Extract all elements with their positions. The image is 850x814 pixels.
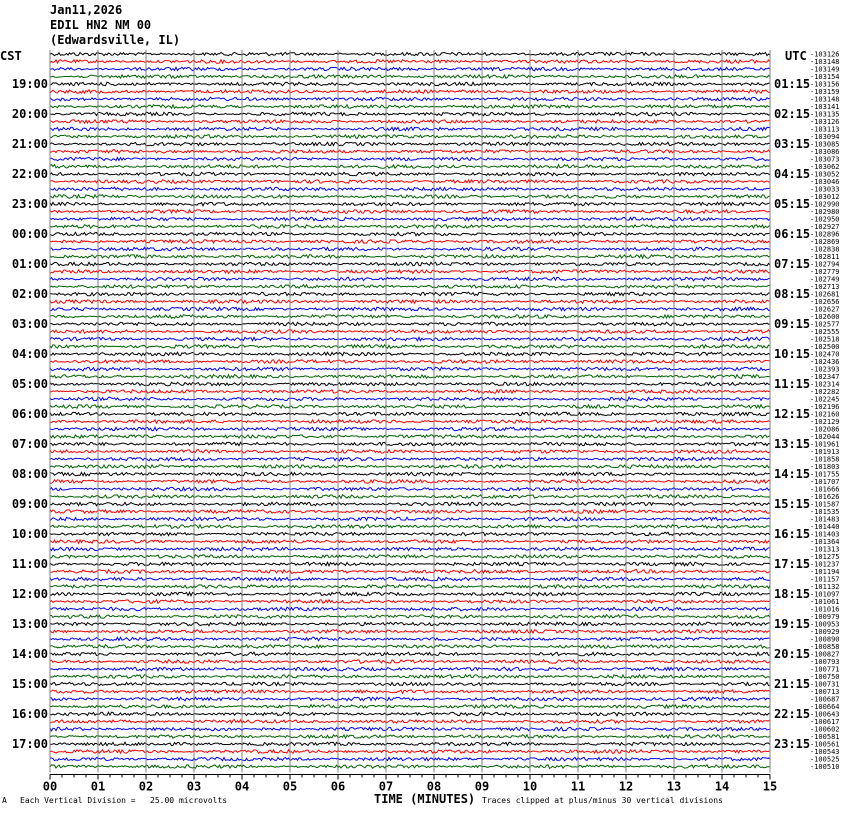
left-hour-label: 15:00 [11,677,48,691]
seismic-trace [50,442,770,445]
seismic-trace [50,187,770,190]
seismic-trace [50,765,770,769]
trace-offset-label: -103073 [810,155,840,164]
seismic-trace [50,120,770,123]
right-hour-label: 23:15 [774,737,811,751]
left-hour-label: 00:00 [11,227,48,241]
x-tick-label: 10 [522,779,538,794]
seismic-trace [50,405,770,409]
trace-offset-label: -101666 [810,485,840,494]
trace-offset-label: -100510 [810,763,840,771]
trace-offset-label: -102470 [810,350,840,359]
seismic-trace [50,307,770,311]
trace-offset-label: -100929 [810,628,840,636]
trace-offset-label: -100561 [810,740,840,749]
trace-offset-label: -100793 [810,658,840,666]
seismic-trace [50,517,770,521]
trace-offset-label: -101132 [810,583,840,591]
trace-offset-label: -103086 [810,148,840,156]
x-tick-label: 04 [234,779,250,794]
seismic-trace [50,382,770,386]
trace-group [50,52,770,768]
seismic-trace [50,630,770,633]
trace-offset-label: -102950 [810,215,840,224]
seismic-trace [50,562,770,566]
trace-offset-label: -100858 [810,643,840,651]
left-hour-label: 09:00 [11,497,48,511]
location-label: (Edwardsville, IL) [50,33,181,47]
trace-offset-label: -101403 [810,530,840,539]
seismic-trace [50,52,770,55]
left-hour-label: 06:00 [11,407,48,421]
seismic-trace [50,420,770,424]
right-hour-label: 16:15 [774,527,811,541]
trace-offset-label: -102779 [810,268,840,276]
left-hour-label: 10:00 [11,527,48,541]
trace-offset-label: -100664 [810,703,840,711]
seismic-trace [50,712,770,716]
trace-offset-label: -103154 [810,73,840,81]
seismic-trace [50,750,770,754]
seismic-trace [50,570,770,574]
trace-offset-label: -102838 [810,245,840,254]
trace-offset-label: -100543 [810,748,840,756]
seismic-trace [50,315,770,319]
right-hour-label: 14:15 [774,467,811,481]
station-label: EDIL HN2 NM 00 [50,18,152,32]
trace-offset-label: -102129 [810,418,840,426]
left-hour-label: 01:00 [11,257,48,271]
x-tick-label: 12 [618,779,634,794]
seismic-trace [50,195,770,199]
seismic-trace [50,607,770,611]
seismic-trace [50,637,770,640]
trace-offset-label: -100687 [810,695,840,704]
seismic-trace [50,67,770,71]
seismic-trace [50,675,770,679]
seismic-trace [50,75,770,78]
trace-offset-label: -100617 [810,718,840,726]
trace-offset-label: -102681 [810,290,840,299]
seismic-trace [50,622,770,626]
trace-offset-label: -100731 [810,680,840,689]
trace-offset-label: -101364 [810,538,840,546]
right-hour-label: 04:15 [774,167,811,181]
right-hour-label: 07:15 [774,257,811,271]
x-tick-label: 03 [186,779,202,794]
seismic-trace [50,150,770,153]
seismic-trace [50,592,770,596]
trace-offset-label: -101535 [810,508,840,516]
trace-offset-label: -103046 [810,178,840,186]
seismic-trace [50,735,770,739]
seismic-trace [50,435,770,439]
left-hour-label: 19:00 [11,77,48,91]
trace-offset-label: -101061 [810,598,840,606]
seismic-trace [50,390,770,394]
seismic-trace [50,555,770,559]
x-tick-label: 13 [666,779,682,794]
seismic-trace [50,645,770,649]
seismic-trace [50,292,770,296]
seismic-trace [50,585,770,589]
seismic-trace [50,165,770,169]
trace-offset-label: -103062 [810,163,840,171]
seismic-trace [50,600,770,604]
seismic-trace [50,690,770,694]
seismic-trace [50,330,770,334]
seismic-trace [50,510,770,514]
trace-offset-label: -101275 [810,553,840,561]
seismic-trace [50,667,770,671]
trace-offset-label: -102749 [810,275,840,284]
right-hour-labels [774,77,810,751]
seismic-trace [50,495,770,499]
left-hour-label: 05:00 [11,377,48,391]
trace-offset-label: -101913 [810,448,840,456]
trace-offset-label: -101755 [810,470,840,479]
right-hour-label: 22:15 [774,707,811,721]
right-hour-label: 19:15 [774,617,811,631]
x-tick-label: 09 [474,779,490,794]
seismic-trace [50,135,770,139]
trace-offset-label: -103085 [810,140,840,149]
right-hour-label: 11:15 [774,377,811,391]
seismic-trace [50,142,770,146]
seismic-trace [50,262,770,266]
trace-offset-label: -102656 [810,298,840,306]
left-hour-labels [12,77,48,751]
right-hour-label: 15:15 [774,497,811,511]
x-tick-label: 15 [762,779,778,794]
trace-offset-label: -102990 [810,200,840,209]
right-hour-label: 10:15 [774,347,811,361]
seismic-trace [50,210,770,214]
trace-offset-label: -102500 [810,343,840,351]
seismic-trace [50,397,770,401]
left-hour-label: 21:00 [11,137,48,151]
right-timezone-label: UTC [785,49,807,63]
seismic-trace [50,682,770,686]
left-hour-label: 07:00 [11,437,48,451]
right-hour-label: 13:15 [774,437,811,451]
trace-offset-label: -102869 [810,238,840,246]
trace-offset-label: -103094 [810,133,840,141]
right-hour-label: 18:15 [774,587,811,601]
trace-offset-label: -102713 [810,283,840,291]
seismic-trace [50,255,770,259]
trace-offset-label: -100953 [810,620,840,629]
trace-offset-label: -101707 [810,478,840,486]
seismic-trace [50,337,770,341]
seismic-trace [50,457,770,461]
trace-offset-label: -102980 [810,208,840,216]
date-label: Jan11,2026 [50,3,123,17]
trace-offset-label: -102393 [810,365,840,374]
trace-offset-label: -103159 [810,88,840,96]
seismic-trace [50,172,770,176]
seismic-trace [50,367,770,371]
x-tick-label: 05 [282,779,298,794]
left-hour-label: 08:00 [11,467,48,481]
trace-offset-label: -103052 [810,170,840,179]
trace-offset-label: -102896 [810,230,840,239]
seismic-trace [50,427,770,431]
seismic-trace [50,285,770,289]
right-hour-label: 05:15 [774,197,811,211]
seismic-trace [50,720,770,724]
trace-offset-label: -101803 [810,463,840,471]
seismic-trace [50,375,770,379]
trace-offset-label: -103012 [810,193,840,201]
left-hour-label: 04:00 [11,347,48,361]
seismic-trace [50,652,770,656]
trace-offset-label: -103148 [810,58,840,66]
left-hour-label: 14:00 [11,647,48,661]
trace-offset-label: -100581 [810,733,840,741]
right-hour-label: 03:15 [774,137,811,151]
left-timezone-label: CST [0,49,22,63]
trace-offset-label: -102245 [810,395,840,404]
x-tick-label: 14 [714,779,730,794]
trace-offset-label: -102794 [810,260,840,269]
seismic-trace [50,112,770,116]
trace-offset-label: -102627 [810,305,840,314]
seismic-trace [50,577,770,581]
trace-offset-label: -103113 [810,125,840,134]
seismic-trace [50,502,770,505]
seismic-trace [50,127,770,131]
trace-offset-label: -102044 [810,433,840,441]
left-hour-label: 22:00 [11,167,48,181]
x-tick-label: 00 [42,779,58,794]
trace-offset-label: -100713 [810,688,840,696]
left-hour-label: 16:00 [11,707,48,721]
trace-offset-label: -102436 [810,358,840,366]
seismic-trace [50,525,770,529]
seismic-trace [50,82,770,86]
seismic-trace [50,90,770,94]
seismic-trace [50,465,770,468]
corner-mark: A [2,796,7,805]
trace-offset-labels [810,51,840,772]
trace-offset-label: -101313 [810,545,840,554]
x-tick-label: 07 [378,779,394,794]
trace-offset-label: -102577 [810,320,840,329]
seismic-trace [50,232,770,236]
seismic-trace [50,225,770,228]
seismic-trace [50,60,770,64]
left-hour-label: 03:00 [11,317,48,331]
trace-offset-label: -100979 [810,613,840,621]
trace-offset-label: -103149 [810,65,840,74]
x-tick-label: 01 [90,779,106,794]
x-tick-label: 06 [330,779,346,794]
left-hour-label: 23:00 [11,197,48,211]
trace-offset-label: -102518 [810,335,840,344]
right-hour-label: 09:15 [774,317,811,331]
trace-offset-label: -101016 [810,605,840,614]
trace-offset-label: -100771 [810,665,840,674]
seismic-trace [50,105,770,109]
trace-offset-label: -102555 [810,328,840,336]
seismic-trace [50,247,770,251]
seismic-trace [50,97,770,100]
seismic-trace [50,277,770,281]
left-hour-label: 20:00 [11,107,48,121]
seismic-trace [50,322,770,326]
trace-offset-label: -103126 [810,50,840,59]
scale-note: Each Vertical Division = 25.00 microvolts [20,796,228,805]
trace-offset-label: -103033 [810,185,840,194]
left-hour-label: 17:00 [11,737,48,751]
seismic-trace [50,157,770,160]
x-tick-label: 11 [570,779,586,794]
x-axis-title: TIME (MINUTES) [374,792,476,806]
trace-offset-label: -103156 [810,80,840,89]
right-hour-label: 20:15 [774,647,811,661]
seismic-trace [50,742,770,745]
seismic-trace [50,270,770,274]
trace-offset-label: -103135 [810,110,840,119]
seismic-trace [50,705,770,708]
seismic-trace [50,300,770,304]
seismic-trace [50,757,770,761]
trace-offset-label: -103148 [810,95,840,104]
trace-offset-label: -102811 [810,253,840,261]
trace-offset-label: -102086 [810,425,840,434]
right-hour-label: 08:15 [774,287,811,301]
seismic-trace [50,487,770,490]
trace-offset-label: -101157 [810,575,840,584]
trace-offset-label: -103141 [810,103,840,111]
clip-note: Traces clipped at plus/minus 30 vertical divisions [482,796,723,805]
seismic-trace [50,615,770,619]
right-hour-label: 12:15 [774,407,811,421]
trace-offset-label: -101587 [810,500,840,509]
trace-offset-label: -103126 [810,118,840,126]
seismic-trace [50,450,770,454]
right-hour-label: 06:15 [774,227,811,241]
trace-offset-label: -102314 [810,380,840,389]
left-hour-label: 11:00 [11,557,48,571]
trace-offset-label: -101483 [810,515,840,524]
seismic-trace [50,547,770,551]
trace-offset-label: -102160 [810,410,840,419]
trace-offset-label: -102600 [810,313,840,321]
seismic-trace [50,217,770,220]
left-hour-label: 12:00 [11,587,48,601]
seismic-trace [50,697,770,701]
trace-offset-label: -101626 [810,493,840,501]
right-hour-label: 21:15 [774,677,811,691]
seismic-trace [50,540,770,544]
trace-offset-label: -102927 [810,223,840,231]
trace-offset-label: -100750 [810,673,840,681]
seismic-trace [50,532,770,536]
trace-offset-label: -102347 [810,373,840,381]
trace-offset-label: -101440 [810,523,840,531]
seismic-trace [50,660,770,664]
trace-offset-label: -100827 [810,650,840,659]
time-axis [43,775,777,794]
trace-offset-label: -101858 [810,455,840,464]
seismic-trace [50,202,770,206]
trace-offset-label: -101237 [810,560,840,569]
x-tick-label: 02 [138,779,154,794]
x-tick-label: 08 [426,779,442,794]
seismic-trace [50,345,770,349]
trace-offset-label: -101961 [810,440,840,449]
seismic-trace [50,180,770,184]
seismic-trace [50,412,770,416]
seismic-trace [50,240,770,244]
seismic-trace [50,352,770,356]
seismic-trace [50,727,770,731]
seismic-trace [50,360,770,364]
right-hour-label: 17:15 [774,557,811,571]
left-hour-label: 13:00 [11,617,48,631]
seismic-trace [50,480,770,484]
trace-offset-label: -100602 [810,725,840,734]
seismic-trace [50,472,770,475]
trace-offset-label: -101097 [810,590,840,599]
trace-offset-label: -100643 [810,710,840,719]
trace-offset-label: -101194 [810,568,840,576]
trace-offset-label: -102196 [810,403,840,411]
right-hour-label: 02:15 [774,107,811,121]
trace-offset-label: -100525 [810,755,840,764]
left-hour-label: 02:00 [11,287,48,301]
trace-offset-label: -100890 [810,635,840,644]
trace-offset-label: -102282 [810,388,840,396]
right-hour-label: 01:15 [774,77,811,91]
